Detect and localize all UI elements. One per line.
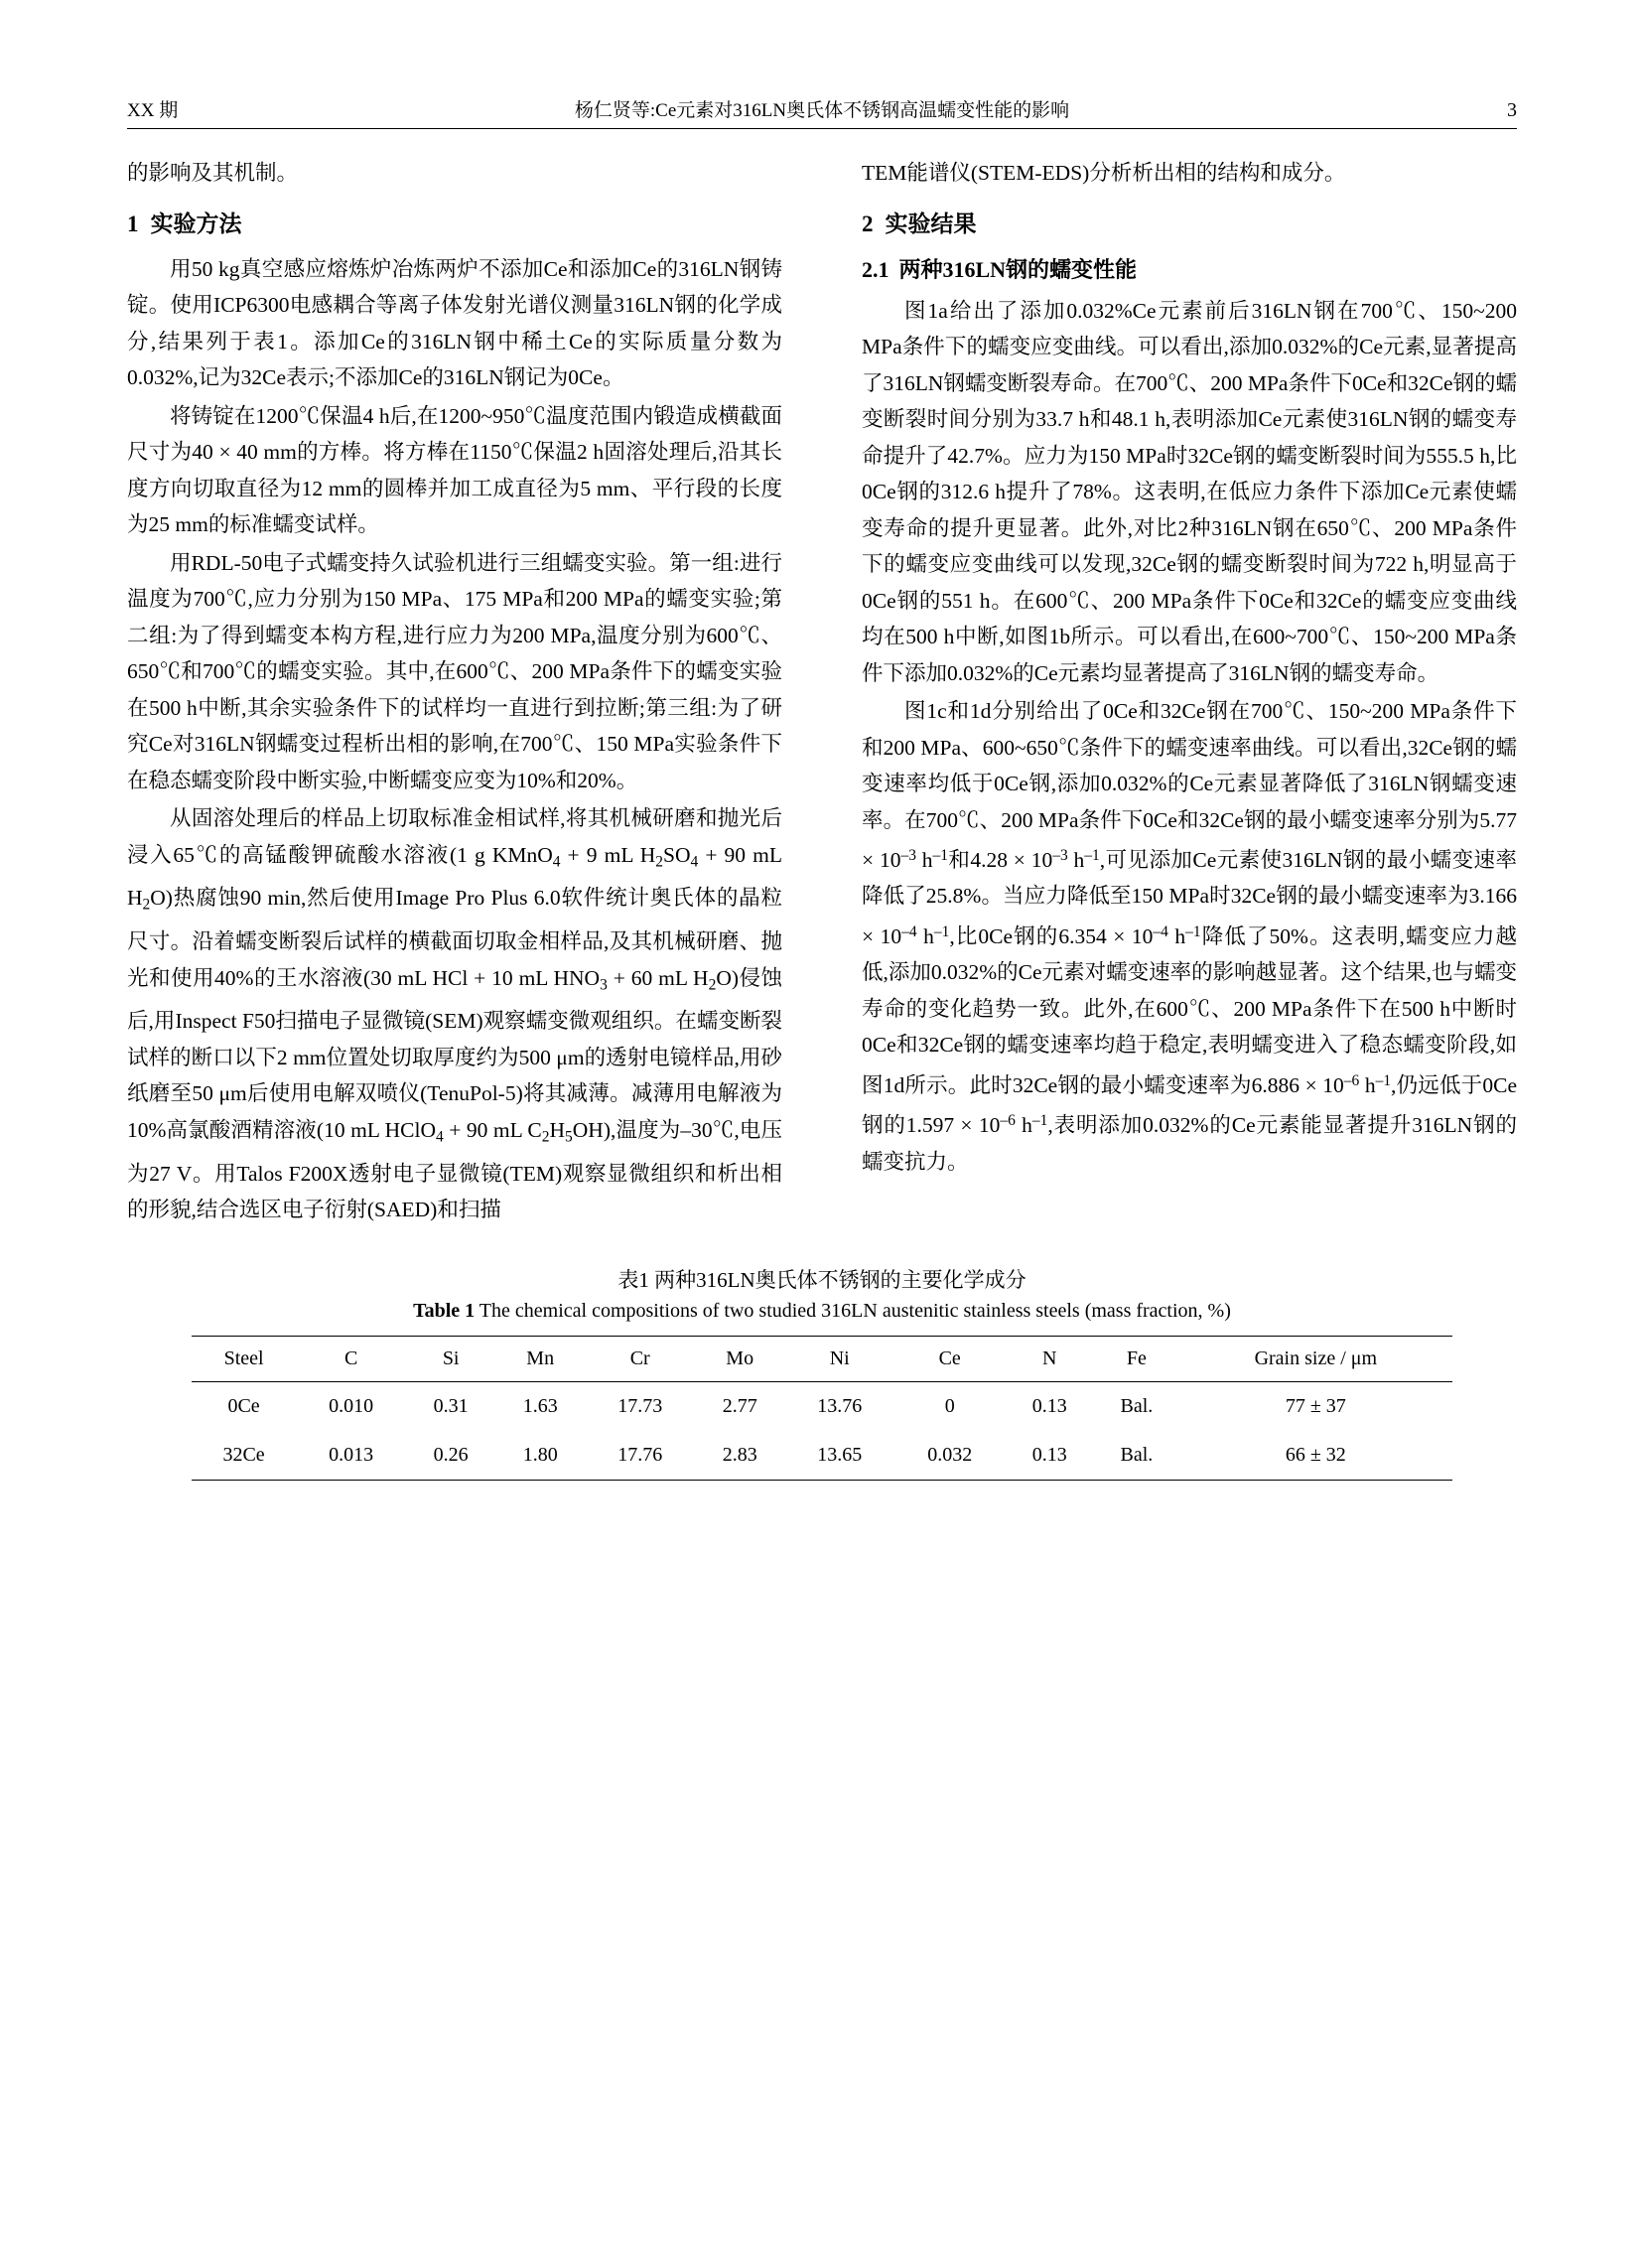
r2-seg12: h — [1015, 1113, 1032, 1138]
cell-c: 0.013 — [329, 1443, 374, 1466]
col-mo: Mo — [726, 1347, 754, 1369]
section-number-1: 1 — [127, 211, 139, 236]
paragraph-l1: 用50 kg真空感应熔炼炉冶炼两炉不添加Ce和添加Ce的316LN钢铸锭。使用ICP6300电感耦合等离子体发射光谱仪测量316LN钢的化学成分,结果列于表1。添加Ce的316LN钢中稀土Ce的实际质量分数为0.032%,记为32Ce表示;不添加Ce的316LN钢记为0Ce。 — [127, 256, 782, 389]
p4-seg6: + 60 mL H — [607, 965, 709, 990]
cell-fe: Bal. — [1120, 1394, 1154, 1417]
table-row — [192, 1431, 1452, 1481]
table-caption-en-text: The chemical compositions of two studied 316LN austenitic stainless steels (mass fraction, %) — [475, 1299, 1231, 1322]
cell-fe: Bal. — [1120, 1443, 1154, 1466]
col-steel: Steel — [223, 1347, 264, 1369]
p4-seg10: OH),温度为–30℃,电压为27 V。用Talos F200X透射电子显微镜(TEM)观察显微组织和析出相的形貌,结合选区电子衍射(SAED)和扫描 — [127, 1117, 783, 1222]
p4-sub5: 3 — [600, 975, 608, 993]
cell-cr: 17.76 — [617, 1443, 663, 1466]
cell-n: 0.13 — [1031, 1394, 1067, 1417]
table-body — [192, 1381, 1452, 1480]
paragraph-l2: 将铸锭在1200℃保温4 h后,在1200~950℃温度范围内锻造成横截面尺寸为40 × 40 mm的方棒。将方棒在1150℃保温2 h固溶处理后,沿其长度方向切取直径为12 mm的圆棒并加工成直径为5 mm、平行段的长度为25 mm的标准蠕变试样。 — [127, 403, 782, 536]
body-columns — [127, 155, 1517, 1230]
r2-sup9: –6 — [1343, 1071, 1360, 1089]
r2-seg8: h — [1167, 923, 1186, 948]
p4-sub9: 5 — [565, 1128, 573, 1146]
left-lead-paragraph: 的影响及其机制。 — [127, 161, 299, 185]
table-caption-cn: 表1 两种316LN奥氏体不锈钢的主要化学成分 — [617, 1267, 1026, 1292]
cell-grain-size: 77 ± 37 — [1285, 1394, 1346, 1417]
table-head — [192, 1336, 1452, 1381]
col-si: Si — [442, 1347, 460, 1369]
col-fe: Fe — [1126, 1347, 1147, 1369]
r2-sup6: –1 — [933, 922, 950, 940]
right-lead-paragraph: TEM能谱仪(STEM-EDS)分析析出相的结构和成分。 — [862, 161, 1346, 185]
p4-sub4: 2 — [142, 896, 151, 914]
cell-mo: 2.83 — [722, 1443, 757, 1466]
subsection-number-21: 2.1 — [862, 256, 889, 282]
section-heading-1 — [127, 208, 782, 241]
cell-mo: 2.77 — [722, 1394, 757, 1417]
section-title-2: 实验结果 — [885, 211, 977, 236]
r2-sup11: –6 — [1000, 1112, 1016, 1130]
section-number-2: 2 — [862, 211, 874, 236]
cell-mn: 1.63 — [522, 1394, 558, 1417]
section-title-1: 实验方法 — [150, 211, 242, 236]
r2-sup4: –1 — [1084, 847, 1100, 864]
p4-seg8: + 90 mL C — [443, 1117, 542, 1142]
right-column — [862, 155, 1517, 1230]
p4-sub7: 4 — [436, 1128, 444, 1146]
running-head — [127, 95, 1517, 129]
col-c: C — [343, 1347, 358, 1369]
col-mn: Mn — [526, 1347, 555, 1369]
r2-seg2: h — [915, 847, 933, 872]
running-head-left: XX 期 — [127, 100, 179, 121]
col-n: N — [1041, 1347, 1057, 1369]
chemical-composition-table — [192, 1336, 1452, 1481]
cell-ni: 13.65 — [817, 1443, 863, 1466]
page-content — [127, 95, 1517, 1481]
r2-seg3: 和4.28 × 10 — [947, 847, 1053, 872]
page-number: 3 — [1507, 99, 1517, 121]
col-cr: Cr — [629, 1347, 650, 1369]
r2-sup1: –3 — [900, 847, 916, 864]
cell-c: 0.010 — [329, 1394, 374, 1417]
r2-seg6: h — [916, 923, 934, 948]
cell-steel: 32Ce — [222, 1443, 265, 1466]
r2-seg4: h — [1067, 847, 1085, 872]
p4-seg1: 从固溶处理后的样品上切取标准金相试样,将其机械研磨和抛光后浸入65℃的高锰酸钾硫酸水溶液(1 g KMnO — [127, 806, 782, 867]
r2-sup3: –3 — [1052, 847, 1068, 864]
running-head-title: 杨仁贤等:Ce元素对316LN奥氏体不锈钢高温蠕变性能的影响 — [574, 100, 1070, 121]
r2-seg9: 降低了50%。这表明,蠕变应力越低,添加0.032%的Ce元素对蠕变速率的影响越显著。这个结果,也与蠕变寿命的变化趋势一致。此外,在600℃、200 MPa条件下在500 h中断时0Ce和32Ce钢的蠕变速率均趋于稳定,表明蠕变进入了稳态蠕变阶段,如图1d所示。此时32Ce钢的最小蠕变速率为6.886 × 10 — [862, 923, 1517, 1097]
p4-sub3: 4 — [690, 852, 699, 870]
col-ni: Ni — [829, 1347, 850, 1369]
p4-seg5: O)热腐蚀90 min,然后使用Image Pro Plus 6.0软件统计奥氏体的晶粒尺寸。沿着蠕变断裂后试样的横截面切取金相样品,及其机械研磨、抛光和使用40%的王水溶液(30 mL HCl + 10 mL HNO — [127, 886, 782, 990]
p4-seg4: + 90 mL H — [127, 842, 782, 911]
subsection-title-21: 两种316LN钢的蠕变性能 — [898, 256, 1138, 282]
table-caption-en-label: Table 1 — [413, 1299, 476, 1322]
col-ce: Ce — [938, 1347, 961, 1369]
r2-seg10: h — [1359, 1072, 1376, 1097]
p4-sub2: 2 — [655, 852, 664, 870]
cell-n: 0.13 — [1031, 1443, 1067, 1466]
r2-sup5: –4 — [901, 922, 917, 940]
cell-si: 0.31 — [433, 1394, 469, 1417]
r2-sup10: –1 — [1375, 1071, 1392, 1089]
p4-sub6: 2 — [708, 975, 717, 993]
cell-ce: 0.032 — [927, 1443, 973, 1466]
paragraph-r2 — [862, 693, 1517, 1180]
r2-seg1: 图1c和1d分别给出了0Ce和32Ce钢在700℃、150~200 MPa条件下和200 MPa、600~650℃条件下的蠕变速率曲线。可以看出,32Ce钢的蠕变速率均低于0Ce钢,添加0.032%的Ce元素显著降低了316LN钢蠕变速率。在700℃、200 MPa条件下0Ce和32Ce钢的最小蠕变速率分别为5.77 × 10 — [862, 699, 1517, 872]
cell-mn: 1.80 — [522, 1443, 558, 1466]
cell-ce: 0 — [944, 1394, 955, 1417]
subsection-heading-21 — [862, 253, 1517, 287]
p4-sub8: 2 — [541, 1128, 550, 1146]
r2-seg13: ,表明添加0.032%的Ce元素能显著提升316LN钢的蠕变抗力。 — [862, 1113, 1517, 1174]
paragraph-l3: 用RDL-50电子式蠕变持久试验机进行三组蠕变实验。第一组:进行温度为700℃,应力分别为150 MPa、175 MPa和200 MPa的蠕变实验;第二组:为了得到蠕变本构方程,进行应力为200 MPa,温度分别为600℃、650℃和700℃的蠕变实验。其中,在600℃、200 MPa条件下的蠕变实验在500 h中断,其余实验条件下的试样均一直进行到拉断;第三组:为了研究Ce对316LN钢蠕变过程析出相的影响,在700℃、150 MPa实验条件下在稳态蠕变阶段中断实验,中断蠕变应变为10%和20%。 — [127, 550, 782, 792]
p4-sub1: 4 — [552, 852, 561, 870]
r2-sup7: –4 — [1153, 922, 1168, 940]
r2-seg5: ,可见添加Ce元素使316LN钢的最小蠕变速率降低了25.8%。当应力降低至150 MPa时32Ce钢的最小蠕变速率为3.166 × 10 — [862, 847, 1517, 948]
table-header-row — [192, 1336, 1452, 1381]
p4-seg9: H — [549, 1117, 566, 1142]
cell-si: 0.26 — [433, 1443, 469, 1466]
p4-seg3: SO — [663, 842, 691, 867]
cell-grain-size: 66 ± 32 — [1285, 1443, 1346, 1466]
r2-seg7: ,比0Ce钢的6.354 × 10 — [949, 923, 1154, 948]
paragraph-r1: 图1a给出了添加0.032%Ce元素前后316LN钢在700℃、150~200 MPa条件下的蠕变应变曲线。可以看出,添加0.032%的Ce元素,显著提高了316LN钢蠕变断裂寿命。在700℃、200 MPa条件下0Ce和32Ce钢的蠕变断裂时间分别为33.7 h和48.1 h,表明添加Ce元素使316LN钢的蠕变寿命提升了42.7%。应力为150 MPa时32Ce钢的蠕变断裂时间为555.5 h,比0Ce钢的312.6 h提升了78%。这表明,在低应力条件下添加Ce元素使蠕变寿命的提升更显著。此外,对比2种316LN钢在650℃、200 MPa条件下的蠕变应变曲线可以发现,32Ce钢的蠕变断裂时间为722 h,明显高于0Ce钢的551 h。在600℃、200 MPa条件下0Ce和32Ce的蠕变应变曲线均在500 h中断,如图1b所示。可以看出,在600~700℃、150~200 MPa条件下添加0.032%的Ce元素均显著提高了316LN钢的蠕变寿命。 — [862, 298, 1517, 685]
p4-seg7: O)侵蚀后,用Inspect F50扫描电子显微镜(SEM)观察蠕变微观组织。在蠕变断裂试样的断口以下2 mm位置处切取厚度约为500 μm的透射电镜样品,用砂纸磨至50 μm后使用电解双喷仪(TenuPol-5)将其减薄。减薄用电解液为10%高氯酸酒精溶液(10 mL HClO — [127, 965, 783, 1142]
cell-cr: 17.73 — [617, 1394, 663, 1417]
left-column — [127, 155, 782, 1230]
cell-steel: 0Ce — [227, 1394, 260, 1417]
r2-seg11: ,仍远低于0Ce钢的1.597 × 10 — [862, 1072, 1518, 1138]
paragraph-l4 — [127, 800, 782, 1228]
r2-sup12: –1 — [1031, 1112, 1048, 1130]
col-grain-size: Grain size / μm — [1254, 1347, 1378, 1369]
section-heading-2 — [862, 208, 1517, 241]
table-block — [127, 1264, 1517, 1481]
r2-sup8: –1 — [1185, 922, 1201, 940]
table-row — [192, 1381, 1452, 1431]
table-caption-en — [127, 1296, 1517, 1326]
cell-ni: 13.76 — [817, 1394, 863, 1417]
p4-seg2: + 9 mL H — [560, 842, 656, 867]
r2-sup2: –1 — [932, 847, 948, 864]
